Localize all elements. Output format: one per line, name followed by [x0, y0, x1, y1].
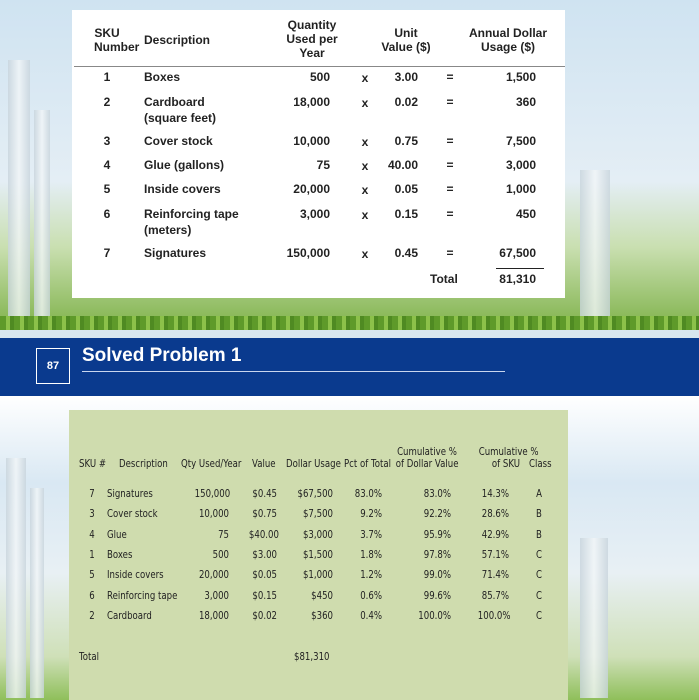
class-cell: B: [536, 507, 542, 521]
slide-number: 87: [36, 348, 70, 384]
header-sku-number: SKU Number: [94, 26, 140, 54]
annual-usage-cell: 7,500: [505, 134, 536, 148]
header-sku: SKU #: [79, 457, 107, 470]
quantity-cell: 18,000: [198, 608, 229, 622]
description-line: Cardboard: [144, 95, 205, 109]
quantity-cell: 500: [212, 547, 229, 561]
unit-value-cell: 3.00: [394, 70, 418, 84]
annual-usage-cell: 1,500: [505, 70, 536, 84]
slide-title: Solved Problem 1: [82, 345, 242, 366]
cum-dollar-cell: 100.0%: [418, 608, 451, 622]
class-cell: C: [536, 547, 542, 561]
quantity-cell: 20,000: [293, 182, 330, 196]
description-cell: [144, 133, 213, 149]
total-value: $81,310: [294, 650, 330, 663]
description-line: Glue (gallons): [144, 158, 225, 172]
description-cell: Signatures: [107, 487, 153, 500]
header-value: Value: [252, 457, 276, 470]
class-cell: B: [536, 527, 542, 541]
quantity-cell: 75: [218, 527, 229, 541]
grass-strip: [0, 316, 699, 330]
description-cell: [144, 94, 216, 126]
unit-value-cell: 0.75: [394, 134, 418, 148]
title-underline: [82, 371, 505, 372]
dollar-usage-cell: $360: [311, 608, 333, 622]
cum-sku-cell: 85.7%: [481, 588, 509, 602]
header-divider: [74, 66, 565, 67]
quantity-cell: 20,000: [198, 568, 229, 582]
dollar-usage-cell: $450: [311, 588, 333, 602]
description-cell: [144, 69, 180, 85]
dollar-usage-cell: $67,500: [297, 487, 333, 500]
background-tower: [30, 488, 44, 698]
dollar-usage-cell: $1,000: [302, 568, 333, 582]
equals-symbol: =: [446, 95, 454, 109]
sku-cell: 1: [89, 547, 95, 561]
annual-usage-cell: 3,000: [505, 158, 536, 172]
header-cum-dollar: Cumulative % of Dollar Value: [395, 445, 459, 470]
annual-usage-cell: 360: [515, 95, 536, 109]
cum-dollar-cell: 83.0%: [423, 487, 451, 500]
description-cell: [144, 206, 239, 238]
unit-value-cell: 0.05: [394, 182, 418, 196]
quantity-cell: 150,000: [286, 246, 330, 260]
sku-cell: 2: [89, 608, 95, 622]
equals-symbol: =: [446, 182, 454, 196]
header-description: Description: [144, 33, 211, 47]
pct-of-total-cell: 0.6%: [360, 588, 382, 602]
times-symbol: x: [361, 135, 369, 149]
times-symbol: x: [361, 208, 369, 222]
header-class: Class: [529, 457, 552, 470]
quantity-cell: 75: [316, 158, 330, 172]
value-cell: $0.02: [252, 608, 277, 622]
equals-symbol: =: [446, 246, 454, 260]
sku-usage-table: [72, 10, 565, 298]
quantity-cell: 10,000: [198, 507, 229, 521]
value-cell: $0.75: [252, 507, 277, 521]
description-line: Cover stock: [144, 134, 213, 148]
header-unit-value: Unit Value ($): [381, 26, 431, 54]
class-cell: A: [536, 487, 542, 500]
dollar-usage-cell: $7,500: [302, 507, 333, 521]
cum-dollar-cell: 97.8%: [423, 547, 451, 561]
header-quantity: Quantity Used per Year: [286, 18, 338, 60]
quantity-cell: 150,000: [194, 487, 231, 500]
sum-line: [496, 268, 544, 269]
equals-symbol: =: [446, 134, 454, 148]
unit-value-cell: 0.15: [394, 207, 418, 221]
sku-cell: 6: [89, 588, 95, 602]
pct-of-total-cell: 1.8%: [360, 547, 382, 561]
times-symbol: x: [361, 96, 369, 110]
background-tower: [6, 458, 26, 698]
cum-sku-cell: 14.3%: [481, 487, 509, 500]
sku-number-cell: 1: [103, 70, 111, 84]
value-cell: $0.05: [252, 568, 277, 582]
dollar-usage-cell: $3,000: [302, 527, 333, 541]
background-tower: [34, 110, 50, 320]
cum-sku-cell: 42.9%: [481, 527, 509, 541]
description-line: Signatures: [144, 246, 207, 260]
pct-of-total-cell: 0.4%: [360, 608, 382, 622]
sku-number-cell: 4: [103, 158, 111, 172]
description-line: (meters): [144, 223, 192, 237]
top-slide: [0, 0, 699, 330]
value-cell: $0.15: [252, 588, 277, 602]
header-description: Description: [119, 457, 168, 470]
description-cell: [144, 245, 206, 261]
header-cum-sku: Cumulative % of SKU: [478, 445, 539, 470]
value-cell: $40.00: [248, 527, 279, 541]
description-cell: Glue: [107, 527, 127, 541]
sku-cell: 3: [89, 507, 95, 521]
description-line: (square feet): [144, 111, 217, 125]
total-value: 81,310: [499, 272, 536, 286]
description-line: Inside covers: [144, 182, 221, 196]
total-label: Total: [79, 650, 100, 663]
title-bar: [0, 338, 699, 396]
background-tower: [580, 538, 608, 698]
cum-dollar-cell: 92.2%: [423, 507, 451, 521]
header-usage: Dollar Usage: [286, 457, 341, 470]
sku-cell: 4: [89, 527, 95, 541]
header-annual-usage: Annual Dollar Usage ($): [468, 26, 547, 54]
times-symbol: x: [361, 71, 369, 85]
cum-dollar-cell: 99.0%: [423, 568, 451, 582]
equals-symbol: =: [446, 207, 454, 221]
annual-usage-cell: 450: [515, 207, 536, 221]
cum-sku-cell: 28.6%: [481, 507, 509, 521]
quantity-cell: 500: [309, 70, 330, 84]
sku-number-cell: 2: [103, 95, 111, 109]
cum-dollar-cell: 95.9%: [423, 527, 451, 541]
background-tower: [8, 60, 30, 320]
times-symbol: x: [361, 247, 369, 261]
description-cell: [144, 181, 221, 197]
cum-sku-cell: 100.0%: [477, 608, 511, 622]
description-line: Reinforcing tape: [144, 207, 239, 221]
sku-number-cell: 6: [103, 207, 111, 221]
pct-of-total-cell: 83.0%: [354, 487, 382, 500]
sku-cell: 7: [89, 487, 95, 500]
pct-of-total-cell: 1.2%: [360, 568, 382, 582]
cum-dollar-cell: 99.6%: [423, 588, 451, 602]
value-cell: $0.45: [252, 487, 277, 500]
quantity-cell: 10,000: [293, 134, 330, 148]
sku-number-cell: 5: [103, 182, 111, 196]
cum-sku-cell: 71.4%: [481, 568, 509, 582]
description-cell: [144, 157, 224, 173]
description-cell: Boxes: [107, 547, 133, 561]
abc-classification-table: [69, 410, 568, 700]
equals-symbol: =: [446, 70, 454, 84]
bottom-slide: [0, 338, 699, 700]
quantity-cell: 3,000: [204, 588, 229, 602]
unit-value-cell: 0.02: [394, 95, 418, 109]
equals-symbol: =: [446, 158, 454, 172]
quantity-cell: 3,000: [299, 207, 330, 221]
cum-sku-cell: 57.1%: [481, 547, 509, 561]
dollar-usage-cell: $1,500: [302, 547, 333, 561]
quantity-cell: 18,000: [293, 95, 330, 109]
unit-value-cell: 0.45: [394, 246, 418, 260]
sku-cell: 5: [89, 568, 95, 582]
description-cell: Inside covers: [107, 568, 164, 582]
total-label: Total: [430, 272, 458, 286]
background-tower: [580, 170, 610, 320]
times-symbol: x: [361, 183, 369, 197]
annual-usage-cell: 1,000: [505, 182, 536, 196]
annual-usage-cell: 67,500: [499, 246, 536, 260]
pct-of-total-cell: 9.2%: [360, 507, 382, 521]
class-cell: C: [536, 568, 542, 582]
sku-number-cell: 3: [103, 134, 111, 148]
class-cell: C: [536, 588, 542, 602]
description-cell: Cover stock: [107, 507, 158, 521]
header-qty: Qty Used/Year: [181, 457, 242, 470]
class-cell: C: [536, 608, 542, 622]
times-symbol: x: [361, 159, 369, 173]
description-cell: Cardboard: [107, 608, 152, 622]
unit-value-cell: 40.00: [387, 158, 418, 172]
sku-number-cell: 7: [103, 246, 111, 260]
pct-of-total-cell: 3.7%: [360, 527, 382, 541]
header-pct: Pct of Total: [344, 457, 392, 470]
description-line: Boxes: [144, 70, 181, 84]
description-cell: Reinforcing tape: [107, 588, 178, 602]
value-cell: $3.00: [252, 547, 277, 561]
